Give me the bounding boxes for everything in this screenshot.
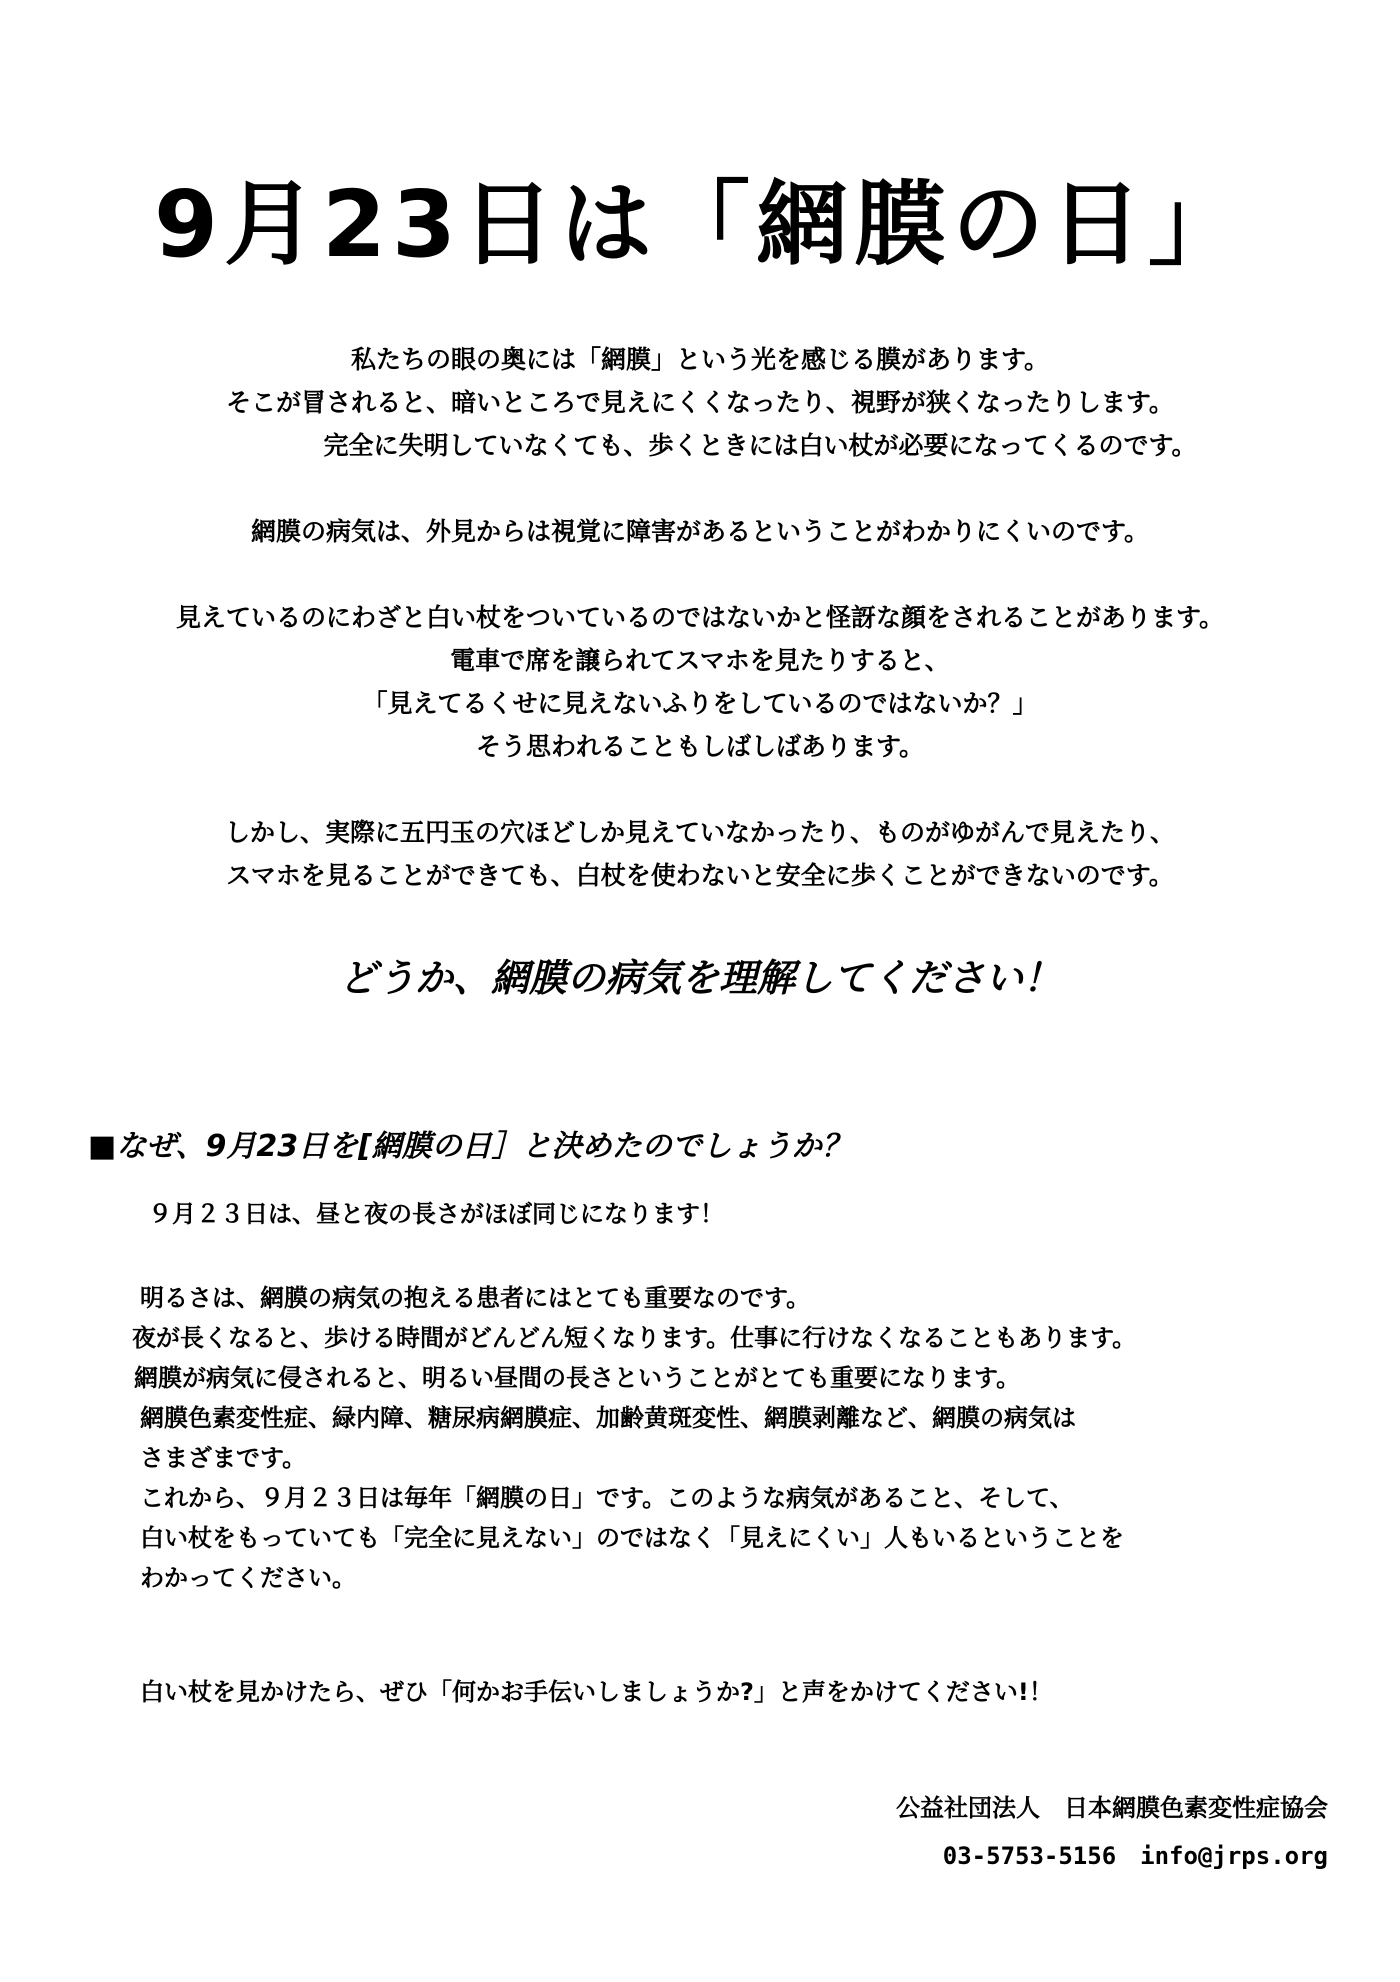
body-line: ９月２３日は、昼と夜の長さがほぼ同じになります！ bbox=[148, 1200, 724, 1228]
footer-organization: 公益社団法人 日本網膜色素変性症協会 bbox=[896, 1794, 1328, 1822]
intro-block-1 bbox=[0, 338, 1400, 467]
footer-contact: 03-5753-5156 info@jrps.org bbox=[942, 1842, 1328, 1870]
body-line: 白い杖をもっていても「完全に見えない」のではなく「見えにくい」人もいるということを bbox=[140, 1524, 1124, 1552]
intro-line: 電車で席を譲られてスマホを見たりすると、 bbox=[450, 646, 950, 675]
appeal-heading: どうか、網膜の病気を理解してください！ bbox=[338, 956, 1061, 1000]
intro-line: 完全に失明していなくても、歩くときには白い杖が必要になってくるのです。 bbox=[323, 431, 1197, 460]
intro-block-2 bbox=[0, 510, 1400, 553]
intro-line: そこが冒されると、暗いところで見えにくくなったり、視野が狭くなったりします。 bbox=[226, 388, 1174, 417]
page-title: 9月23日は「網膜の日」 bbox=[153, 171, 1247, 278]
body-line: 網膜色素変性症、緑内障、糖尿病網膜症、加齢黄斑変性、網膜剥離など、網膜の病気は bbox=[140, 1404, 1076, 1432]
intro-line: 見えているのにわざと白い杖をついているのではないかと怪訝な顔をされることがあります。 bbox=[175, 603, 1224, 632]
intro-block-4 bbox=[0, 811, 1400, 897]
intro-line: 私たちの眼の奥には「網膜」という光を感じる膜があります。 bbox=[350, 345, 1049, 374]
body-line: これから、９月２３日は毎年「網膜の日」です。このような病気があること、そして、 bbox=[140, 1484, 1074, 1512]
section-heading: ■なぜ、9月23日を[網膜の日］と決めたのでしょうか？ bbox=[88, 1129, 852, 1164]
intro-line: スマホを見ることができても、白杖を使わないと安全に歩くことができないのです。 bbox=[226, 861, 1174, 890]
body-line: 網膜が病気に侵されると、明るい昼間の長さということがとても重要になります。 bbox=[134, 1364, 1021, 1392]
body-line: 明るさは、網膜の病気の抱える患者にはとても重要なのです。 bbox=[140, 1284, 811, 1312]
intro-line: しかし、実際に五円玉の穴ほどしか見えていなかったり、ものがゆがんで見えたり、 bbox=[224, 818, 1175, 847]
body-line: さまざまです。 bbox=[140, 1444, 307, 1472]
intro-block-3 bbox=[0, 596, 1400, 768]
body-line: 夜が長くなると、歩ける時間がどんどん短くなります。仕事に行けなくなることもあります。 bbox=[132, 1324, 1137, 1352]
section-paragraph-2 bbox=[132, 1278, 1137, 1598]
intro-line: そう思われることもしばしばあります。 bbox=[475, 732, 924, 761]
intro-line: 網膜の病気は、外見からは視覚に障害があるということがわかりにくいのです。 bbox=[250, 517, 1149, 546]
section-paragraph-3 bbox=[140, 1672, 1053, 1712]
intro-line: 「見えてるくせに見えないふりをしているのではないか？」 bbox=[362, 689, 1038, 718]
section-paragraph-1 bbox=[148, 1194, 724, 1234]
body-line: 白い杖を見かけたら、ぜひ「何かお手伝いしましょうか?」と声をかけてください!！ bbox=[140, 1678, 1053, 1706]
body-line: わかってください。 bbox=[140, 1564, 356, 1592]
